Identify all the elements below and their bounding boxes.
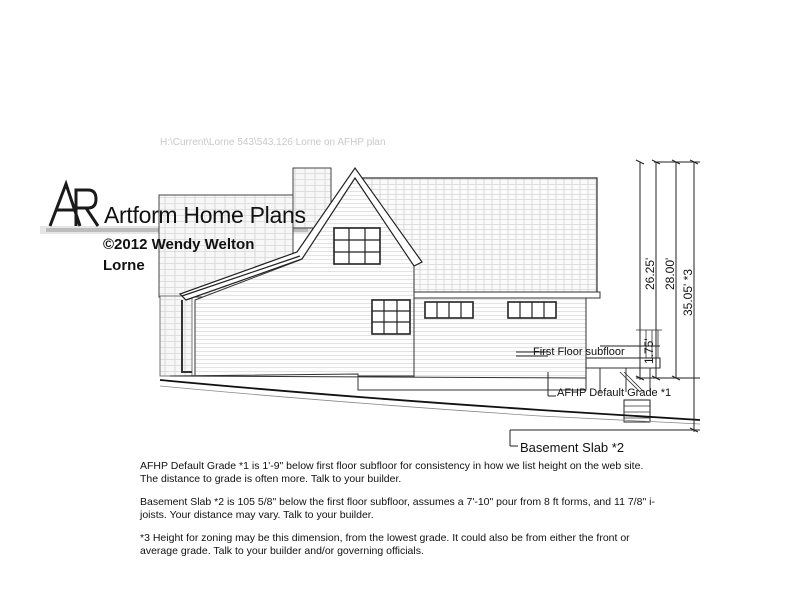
first-floor-subfloor-label: First Floor subfloor — [533, 346, 625, 358]
dimension-26-25: 26.25' — [643, 257, 657, 290]
note-grade: AFHP Default Grade *1 is 1'-9" below first floor subfloor for consistency in how we list height on the web site. The distance to grade is often more. Talk to your builder. — [140, 460, 644, 485]
default-grade-label: AFHP Default Grade *1 — [557, 387, 672, 399]
gable-window — [334, 228, 380, 264]
note-slab: Basement Slab *2 is 105 5/8" below the first floor subfloor, assumes a 7'-10" pour from 8 ft forms, and 11 7/8" i-joists. Your distance may vary. Talk to your builder. — [140, 496, 655, 521]
dimension-28-00: 28.00' — [663, 257, 677, 290]
dimension-35-05: 35.05' *3 — [681, 269, 695, 316]
copyright-text: ©2012 Wendy Welton — [103, 236, 255, 253]
first-floor-window-right — [508, 302, 556, 318]
plan-name: Lorne — [103, 257, 145, 274]
note-zoning: *3 Height for zoning may be this dimension, from the lowest grade. It could also be from either the front or average grade. Talk to your builder and/or governing officials. — [140, 532, 630, 557]
notes — [140, 460, 660, 568]
basement-slab-label: Basement Slab *2 — [520, 440, 625, 455]
roof-eave — [405, 292, 600, 298]
file-path-text: H:\Current\Lorne 543\543.126 Lorne on AFHP plan — [160, 137, 386, 148]
first-floor-window-middle — [425, 302, 473, 318]
dimension-1-75: 1.75' — [642, 338, 656, 364]
brand-name: Artform Home Plans — [104, 202, 306, 228]
first-floor-window-left — [372, 300, 410, 334]
